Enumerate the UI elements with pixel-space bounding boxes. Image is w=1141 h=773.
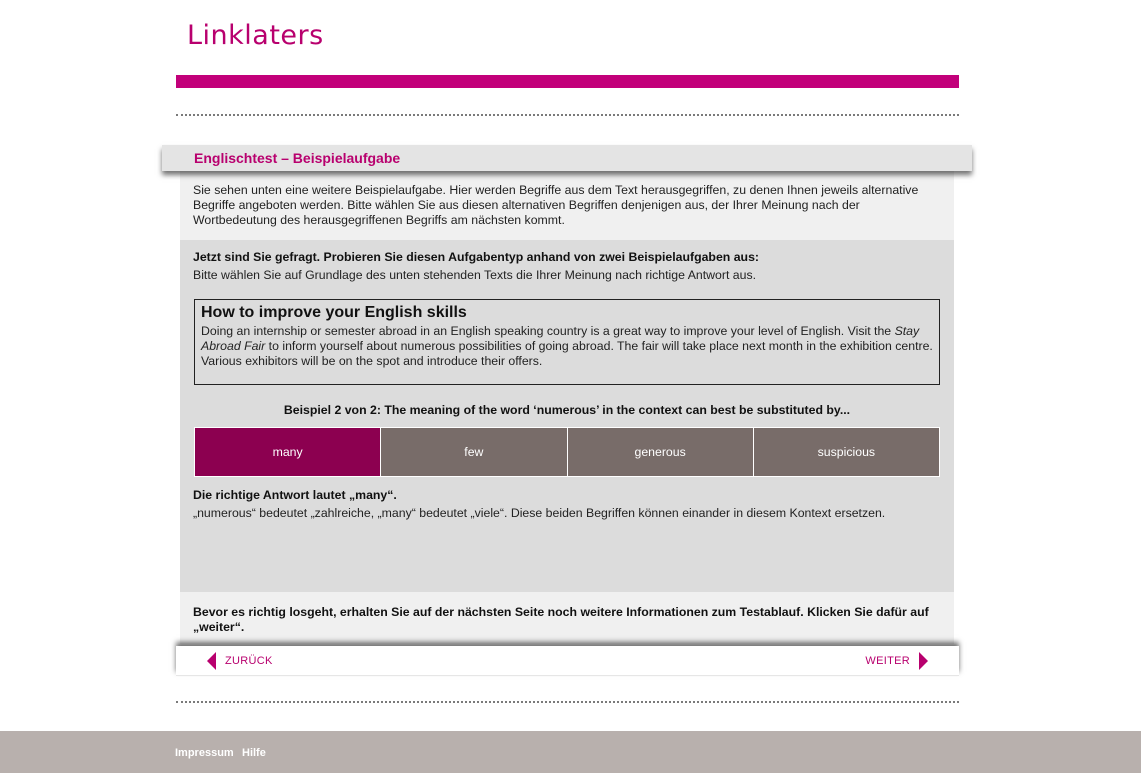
task-heading: Jetzt sind Sie gefragt. Probieren Sie diesen Aufgabentyp anhand von zwei Beispielaufgaben aus:: [193, 250, 759, 264]
triangle-right-icon: [919, 652, 928, 670]
task-panel: [180, 240, 954, 592]
footer: [0, 731, 1141, 773]
linklaters-logo[interactable]: Linklaters: [187, 20, 324, 51]
passage-title: How to improve your English skills: [201, 304, 467, 321]
answer-explanation: „numerous“ bedeutet „zahlreiche, „many“ bedeutet „viele“. Diese beiden Begriffen können einander in diesem Kontext ersetzen.: [193, 506, 886, 520]
passage-text: [201, 324, 933, 369]
option-generous-button[interactable]: generous: [567, 428, 753, 476]
next-button[interactable]: [865, 652, 928, 670]
notice-panel: [180, 592, 954, 644]
option-few-button[interactable]: few: [380, 428, 566, 476]
notice-text: Bevor es richtig losgeht, erhalten Sie auf der nächsten Seite noch weitere Informationen zum Testablauf. Klicken Sie dafür auf „weiter“.: [193, 605, 929, 634]
triangle-left-icon: [207, 652, 216, 670]
intro-panel: [180, 171, 954, 240]
back-label: ZURÜCK: [225, 655, 273, 667]
dotted-divider-bottom: [176, 701, 959, 703]
question-text: Beispiel 2 von 2: The meaning of the word ‘numerous’ in the context can best be substituted by...: [283, 403, 851, 417]
passage-text-italic: Stay Abroad Fair: [201, 324, 920, 353]
footer-link-hilfe[interactable]: Hilfe: [242, 747, 266, 759]
passage-box: [194, 299, 940, 385]
next-label: WEITER: [865, 655, 910, 667]
passage-text-before: Doing an internship or semester abroad in an English speaking country is a great way to improve your level of English. Visit the: [201, 324, 895, 338]
section-header: [162, 145, 972, 171]
answer-options: [194, 427, 940, 477]
footer-link-impressum[interactable]: Impressum: [175, 747, 234, 759]
back-button[interactable]: [207, 652, 273, 670]
answer-title: Die richtige Antwort lautet „many“.: [193, 488, 397, 502]
dotted-divider-top: [176, 114, 959, 116]
passage-text-after: to inform yourself about numerous possibilities of going abroad. The fair will take place next month in the exhibition centre. Various exhibitors will be on the spot and introduce their offers.: [201, 339, 933, 368]
navigation-bar: [176, 646, 959, 676]
brand-bar: [176, 75, 959, 88]
option-suspicious-button[interactable]: suspicious: [753, 428, 939, 476]
task-instruction: Bitte wählen Sie auf Grundlage des unten stehenden Texts die Ihrer Meinung nach richtige Antwort aus.: [193, 268, 757, 282]
option-many-button[interactable]: many: [195, 428, 380, 476]
page-title: Englischtest – Beispielaufgabe: [194, 150, 401, 166]
intro-text: Sie sehen unten eine weitere Beispielaufgabe. Hier werden Begriffe aus dem Text herausgegriffen, zu denen Ihnen jeweils alternative Begriffe angeboten werden. Bitte wählen Sie aus diesen alternativen Begriffen denjenigen aus, der Ihrer Meinung nach der Wortbedeutung des herausgegriffenen Begriffs am nächsten kommt.: [193, 183, 919, 227]
